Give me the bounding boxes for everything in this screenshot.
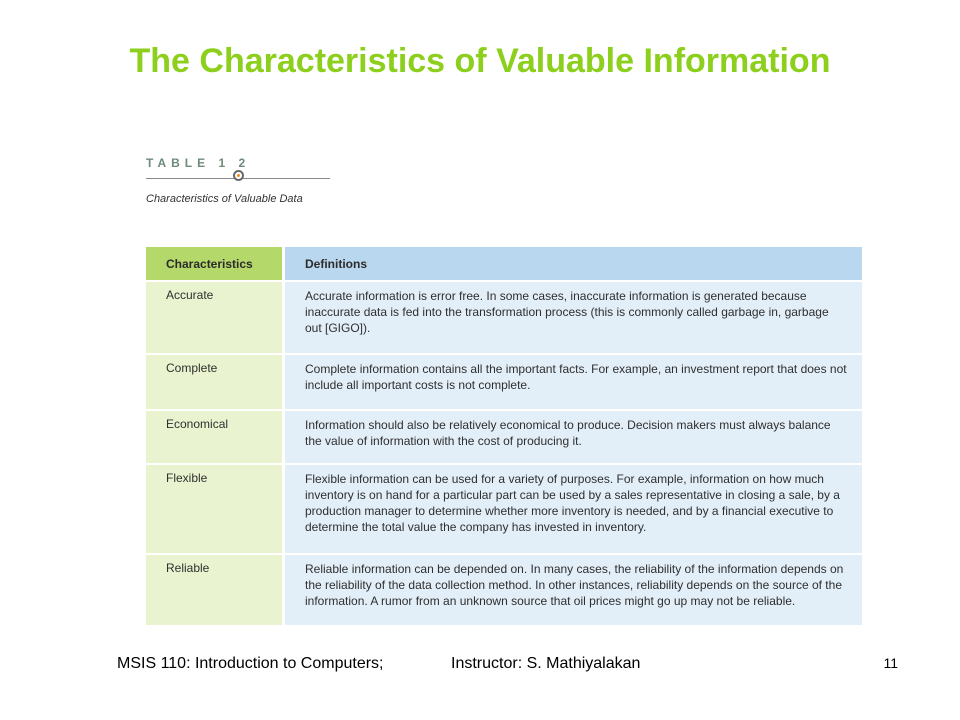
table-number: TABLE 1 2 <box>146 156 251 170</box>
table-row <box>146 463 862 553</box>
header-characteristics: Characteristics <box>146 247 285 280</box>
characteristics-table <box>146 247 862 625</box>
characteristic-cell: Flexible <box>146 463 285 553</box>
definition-cell: Reliable information can be depended on. In many cases, the reliability of the information depends on the reliability of the data collection method. In other instances, reliability depends on the source of the information. A rumor from an unknown source that oil prices might go up may not be reliable. <box>285 553 862 625</box>
table-caption <box>146 156 346 216</box>
definition-cell: Complete information contains all the important facts. For example, an investment report that does not include all important costs is not complete. <box>285 353 862 409</box>
definition-cell: Flexible information can be used for a variety of purposes. For example, information on how much inventory is on hand for a particular part can be used by a sales representative in closing a sale, by a production manager to determine whether more inventory is needed, and by a financial executive to determine the total value the company has invested in inventory. <box>285 463 862 553</box>
footer-instructor: Instructor: S. Mathiyalakan <box>451 655 641 672</box>
slide-title: The Characteristics of Valuable Information <box>129 42 831 80</box>
definition-cell: Information should also be relatively economical to produce. Decision makers must always balance the value of information with the cost of producing it. <box>285 409 862 463</box>
table-row <box>146 409 862 463</box>
characteristic-cell: Economical <box>146 409 285 463</box>
table-row <box>146 553 862 625</box>
definition-cell: Accurate information is error free. In some cases, inaccurate information is generated because inaccurate data is fed into the transformation process (this is commonly called garbage in, garbage out [GIGO]). <box>285 280 862 353</box>
table-header-row <box>146 247 862 280</box>
table-row <box>146 280 862 353</box>
table-row <box>146 353 862 409</box>
table-subtitle: Characteristics of Valuable Data <box>146 193 303 205</box>
characteristic-cell: Accurate <box>146 280 285 353</box>
header-definitions: Definitions <box>285 247 862 280</box>
characteristic-cell: Reliable <box>146 553 285 625</box>
caption-dot-icon <box>233 170 244 181</box>
characteristic-cell: Complete <box>146 353 285 409</box>
page-number: 11 <box>883 655 898 671</box>
footer-course: MSIS 110: Introduction to Computers; <box>117 655 384 672</box>
